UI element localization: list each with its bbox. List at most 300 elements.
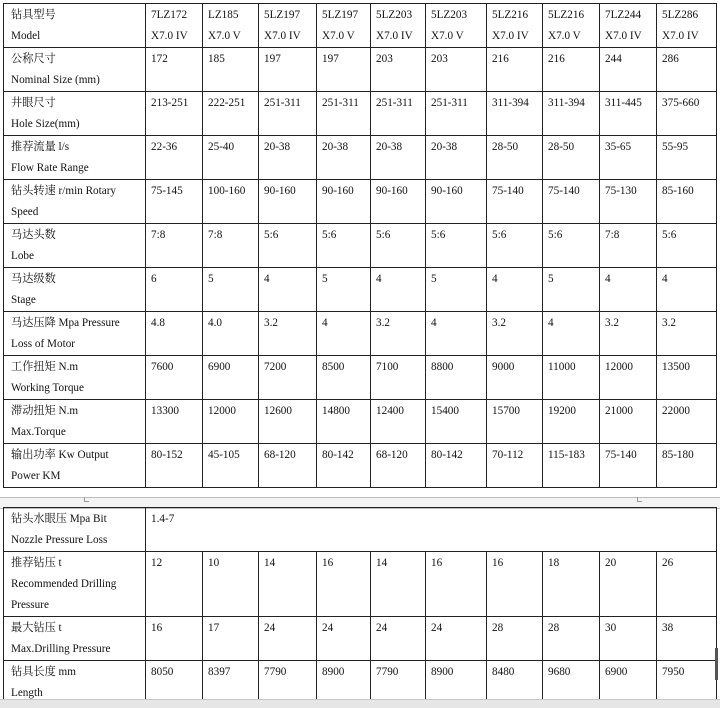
table-cell: [487, 136, 543, 180]
cell-value: 5LZ197: [264, 9, 301, 21]
row-label-cn: 推荐流量 l/s: [11, 141, 70, 153]
table-cell: [146, 180, 203, 224]
table-cell: [487, 356, 543, 400]
table-cell: [317, 312, 371, 356]
row-label-en: Hole Size(mm): [11, 118, 80, 130]
cell-value: 251-311: [376, 97, 413, 109]
table-cell: [600, 136, 657, 180]
cell-value: 5LZ203: [376, 9, 413, 21]
row-label-cn: 马达头数: [11, 229, 56, 241]
table-cell: [371, 552, 426, 617]
table-cell: [317, 400, 371, 444]
table-cell: [259, 617, 317, 661]
table-cell: [146, 400, 203, 444]
table-cell: [543, 92, 600, 136]
table-cell: [317, 92, 371, 136]
table-cell: [657, 92, 717, 136]
row-label-cn: 钻具型号: [11, 9, 56, 21]
table-cell: [317, 180, 371, 224]
table-cell: [657, 444, 717, 488]
table-cell: [600, 180, 657, 224]
cell-value: 311-445: [605, 97, 642, 109]
table-cell: [543, 552, 600, 617]
table-cell: [657, 48, 717, 92]
cell-value: 311-394: [548, 97, 585, 109]
cell-value: 22000: [662, 405, 690, 417]
table-cell: [487, 92, 543, 136]
cell-value: 4.8: [151, 317, 165, 329]
table-cell: [657, 180, 717, 224]
table-cell: [600, 400, 657, 444]
cell-value: 5: [322, 273, 328, 285]
cell-value: 7790: [376, 666, 399, 678]
row-label: [4, 312, 146, 356]
table-cell: [146, 661, 203, 705]
table-cell: [371, 400, 426, 444]
cell-value: 75-140: [548, 185, 580, 197]
table-cell: [146, 136, 203, 180]
cell-value: 6900: [208, 361, 231, 373]
cell-value: 20-38: [431, 141, 458, 153]
table-cell: [259, 312, 317, 356]
cell-value: 90-160: [376, 185, 408, 197]
table-cell: [426, 224, 487, 268]
cell-value: 85-180: [662, 449, 694, 461]
table-cell: [426, 180, 487, 224]
cell-value: 16: [322, 557, 334, 569]
table-cell: [426, 268, 487, 312]
cell-value: 22-36: [151, 141, 178, 153]
table-cell: [146, 4, 203, 48]
cell-value: 28: [492, 622, 504, 634]
table-cell: [317, 661, 371, 705]
table-cell: [487, 444, 543, 488]
table-cell: [146, 356, 203, 400]
row-label: [4, 661, 146, 705]
cell-value: 38: [662, 622, 674, 634]
cell-value: 55-95: [662, 141, 689, 153]
cell-value: 24: [264, 622, 276, 634]
cell-value: 7950: [662, 666, 685, 678]
table-row: [4, 224, 717, 268]
table-cell: [259, 268, 317, 312]
table-cell: [317, 268, 371, 312]
cell-value: 14800: [322, 405, 350, 417]
table-row: [4, 180, 717, 224]
table-cell: [657, 224, 717, 268]
row-label: [4, 48, 146, 92]
row-label-cn: 工作扭矩 N.m: [11, 361, 79, 373]
cell-value: 12000: [208, 405, 236, 417]
cell-value: 5:6: [492, 229, 507, 241]
table-cell: [543, 617, 600, 661]
table-cell: [543, 356, 600, 400]
cell-value: 5:6: [662, 229, 677, 241]
table-cell: [317, 617, 371, 661]
cell-value: 75-140: [492, 185, 524, 197]
cell-value: 1.4-7: [151, 513, 175, 525]
cell-value: 20-38: [376, 141, 403, 153]
table-row: [4, 4, 717, 48]
cell-value: 311-394: [492, 97, 529, 109]
cell-value: 12000: [605, 361, 633, 373]
table-cell: [487, 4, 543, 48]
cell-value: 75-130: [605, 185, 637, 197]
table-cell: [203, 444, 259, 488]
cell-value: 4: [322, 317, 328, 329]
table-cell: [657, 312, 717, 356]
row-label-en: Lobe: [11, 250, 34, 262]
table-cell: [371, 661, 426, 705]
cell-value: 28: [548, 622, 560, 634]
table-row: [4, 48, 717, 92]
cell-value: 7600: [151, 361, 174, 373]
cell-value: 7:8: [208, 229, 223, 241]
table-cell: [657, 552, 717, 617]
row-label: [4, 268, 146, 312]
cell-value: 12: [151, 557, 163, 569]
cell-value: 5LZ286: [662, 9, 699, 21]
table-cell: [543, 444, 600, 488]
cell-value: 5: [548, 273, 554, 285]
cell-value: 3.2: [376, 317, 390, 329]
table-cell: [600, 552, 657, 617]
cell-value: 18: [548, 557, 560, 569]
cell-value: 5:6: [548, 229, 563, 241]
table-cell: [426, 617, 487, 661]
cell-value: 25-40: [208, 141, 235, 153]
cell-value: 8800: [431, 361, 454, 373]
cell-value: 197: [264, 53, 281, 65]
table-cell: [146, 224, 203, 268]
table-cell: [426, 356, 487, 400]
row-label-cn: 钻头水眼压 Mpa Bit: [11, 513, 107, 525]
cell-value: 5:6: [376, 229, 391, 241]
cell-value: 85-160: [662, 185, 694, 197]
table-cell: [371, 136, 426, 180]
table-cell: [203, 617, 259, 661]
cell-value: 21000: [605, 405, 633, 417]
cell-value: X7.0 V: [431, 30, 464, 42]
table-cell: [259, 661, 317, 705]
cell-value: 8500: [322, 361, 345, 373]
table-cell: [543, 48, 600, 92]
row-label-cn: 井眼尺寸: [11, 97, 56, 109]
table-cell: [317, 444, 371, 488]
table-cell: [600, 356, 657, 400]
cell-value: X7.0 IV: [492, 30, 529, 42]
cell-value: 5:6: [322, 229, 337, 241]
cell-value: 216: [492, 53, 509, 65]
cell-value: 244: [605, 53, 622, 65]
table-cell: [487, 617, 543, 661]
row-label-en: Pressure: [11, 599, 49, 611]
row-label-cn: 钻具长度 mm: [11, 666, 76, 678]
cell-value: X7.0 IV: [151, 30, 188, 42]
cell-value: 28-50: [492, 141, 519, 153]
table-cell: [426, 661, 487, 705]
cell-value: 3.2: [605, 317, 619, 329]
cell-value: 19200: [548, 405, 576, 417]
table-cell: [146, 268, 203, 312]
cell-value: 5: [431, 273, 437, 285]
table-cell: [146, 312, 203, 356]
cell-value: 20-38: [264, 141, 291, 153]
row-label-cn: 最大钻压 t: [11, 622, 62, 634]
row-label-en: Flow Rate Range: [11, 162, 89, 174]
cell-value: 185: [208, 53, 225, 65]
table-cell: [543, 224, 600, 268]
row-label-cn: 公称尺寸: [11, 53, 56, 65]
table-cell: [657, 268, 717, 312]
cell-value: 24: [322, 622, 334, 634]
table-cell: [317, 48, 371, 92]
cell-value: 24: [376, 622, 388, 634]
row-label-en: Loss of Motor: [11, 338, 76, 350]
cell-value: 7790: [264, 666, 287, 678]
table-cell: [600, 661, 657, 705]
table-cell: [203, 552, 259, 617]
table-cell: [146, 617, 203, 661]
cell-value: 5LZ216: [492, 9, 529, 21]
cell-value: 5LZ197: [322, 9, 359, 21]
cell-value: 251-311: [322, 97, 359, 109]
cell-value: 7LZ172: [151, 9, 188, 21]
cell-value: 14: [376, 557, 388, 569]
row-label-en: Max.Torque: [11, 426, 66, 438]
row-label: [4, 356, 146, 400]
table-cell: [426, 4, 487, 48]
table-row: [4, 400, 717, 444]
cell-value: 45-105: [208, 449, 240, 461]
cell-value: 16: [492, 557, 504, 569]
cell-value: 6: [151, 273, 157, 285]
row-label-en: Power KM: [11, 470, 61, 482]
table-cell: [371, 617, 426, 661]
table-cell: [259, 400, 317, 444]
table-cell: [259, 356, 317, 400]
row-label-en: Recommended Drilling: [11, 578, 117, 590]
table-cell: [487, 400, 543, 444]
cell-value: 4: [548, 317, 554, 329]
page-break-mark: [637, 497, 642, 502]
table-cell: [426, 444, 487, 488]
cell-value: 5:6: [264, 229, 279, 241]
cell-value: 8480: [492, 666, 515, 678]
cell-value: 8900: [431, 666, 454, 678]
table-cell: [203, 400, 259, 444]
table-cell: [543, 312, 600, 356]
cell-value: 5LZ216: [548, 9, 585, 21]
row-label-en: Max.Drilling Pressure: [11, 643, 111, 655]
table-cell: [487, 180, 543, 224]
cell-value: 8900: [322, 666, 345, 678]
table-cell: [657, 136, 717, 180]
cell-value: 4: [662, 273, 668, 285]
table-row: [4, 92, 717, 136]
table-cell: [146, 92, 203, 136]
table-cell: [543, 400, 600, 444]
table-cell: [657, 4, 717, 48]
cell-value: 172: [151, 53, 168, 65]
cell-value: X7.0 IV: [264, 30, 301, 42]
cell-value: 251-311: [264, 97, 301, 109]
cell-value: X7.0 V: [208, 30, 241, 42]
cell-value: X7.0 IV: [376, 30, 413, 42]
table-cell: [259, 4, 317, 48]
cell-value: 251-311: [431, 97, 468, 109]
table-cell: [371, 444, 426, 488]
table-cell: [426, 48, 487, 92]
table-cell: [203, 48, 259, 92]
table-cell: [487, 552, 543, 617]
cell-value: 28-50: [548, 141, 575, 153]
row-label: [4, 136, 146, 180]
cell-value: X7.0 V: [548, 30, 581, 42]
cell-value: X7.0 V: [322, 30, 355, 42]
table-cell: [657, 617, 717, 661]
table-cell: [487, 312, 543, 356]
cell-value: 24: [431, 622, 443, 634]
cell-value: 15700: [492, 405, 520, 417]
cell-value: 9680: [548, 666, 571, 678]
cell-value: 26: [662, 557, 674, 569]
row-label: [4, 4, 146, 48]
cell-value: LZ185: [208, 9, 239, 21]
row-label-en: Speed: [11, 206, 39, 218]
table-cell: [259, 180, 317, 224]
table-cell: [600, 92, 657, 136]
cell-value: 286: [662, 53, 679, 65]
table-cell: [487, 48, 543, 92]
cell-value: 6900: [605, 666, 628, 678]
row-label: [4, 617, 146, 661]
table-cell: [487, 268, 543, 312]
motor-spec-table-part2: [3, 507, 717, 705]
table-cell: [600, 48, 657, 92]
table-cell: [203, 356, 259, 400]
table-cell: [259, 48, 317, 92]
table-cell: [426, 92, 487, 136]
cell-value: 12600: [264, 405, 292, 417]
cell-value: X7.0 IV: [662, 30, 699, 42]
cell-value: 5LZ203: [431, 9, 468, 21]
table-cell: [259, 224, 317, 268]
cell-value: 8397: [208, 666, 231, 678]
table-cell: [146, 508, 717, 552]
cell-value: 115-183: [548, 449, 585, 461]
cell-value: 3.2: [662, 317, 676, 329]
table-cell: [600, 444, 657, 488]
cell-value: 375-660: [662, 97, 700, 109]
row-label-cn: 马达压降 Mpa Pressure: [11, 317, 120, 329]
table-cell: [259, 136, 317, 180]
cell-value: 7:8: [151, 229, 166, 241]
table-cell: [543, 136, 600, 180]
cell-value: 4: [492, 273, 498, 285]
cell-value: 100-160: [208, 185, 246, 197]
row-label: [4, 180, 146, 224]
table-cell: [543, 180, 600, 224]
row-label: [4, 224, 146, 268]
cell-value: 12400: [376, 405, 404, 417]
row-label: [4, 400, 146, 444]
cell-value: 20: [605, 557, 617, 569]
table-cell: [259, 552, 317, 617]
cell-value: 8050: [151, 666, 174, 678]
row-label-cn: 滞动扭矩 N.m: [11, 405, 79, 417]
cell-value: 90-160: [322, 185, 354, 197]
table-cell: [426, 312, 487, 356]
row-label-en: Working Torque: [11, 382, 84, 394]
table-row: [4, 312, 717, 356]
table-cell: [371, 92, 426, 136]
cell-value: 75-145: [151, 185, 183, 197]
table-cell: [146, 444, 203, 488]
table-cell: [203, 224, 259, 268]
page-break-mark: [84, 497, 89, 502]
table-cell: [657, 356, 717, 400]
table-cell: [600, 4, 657, 48]
cell-value: 80-152: [151, 449, 183, 461]
cell-value: 14: [264, 557, 276, 569]
cell-value: 17: [208, 622, 220, 634]
table-row: [4, 552, 717, 617]
cell-value: 30: [605, 622, 617, 634]
cell-value: 203: [431, 53, 448, 65]
cell-value: 4: [264, 273, 270, 285]
table-cell: [600, 268, 657, 312]
cell-value: 4: [376, 273, 382, 285]
cell-value: 68-120: [264, 449, 296, 461]
cell-value: 90-160: [264, 185, 296, 197]
table-cell: [371, 268, 426, 312]
cell-value: 7LZ244: [605, 9, 642, 21]
table-row: [4, 356, 717, 400]
table-cell: [317, 4, 371, 48]
table-cell: [317, 136, 371, 180]
table-cell: [203, 92, 259, 136]
table-cell: [203, 661, 259, 705]
cell-value: 75-140: [605, 449, 637, 461]
table-row: [4, 136, 717, 180]
table-cell: [146, 552, 203, 617]
cell-value: 7:8: [605, 229, 620, 241]
table-cell: [371, 312, 426, 356]
table-cell: [487, 661, 543, 705]
row-label-cn: 输出功率 Kw Output: [11, 449, 109, 461]
table-cell: [317, 224, 371, 268]
cell-value: 13500: [662, 361, 690, 373]
cell-value: 16: [151, 622, 163, 634]
cell-value: 3.2: [264, 317, 278, 329]
motor-spec-table-part1: [3, 3, 717, 488]
table-cell: [203, 268, 259, 312]
scroll-indicator: [715, 648, 718, 680]
table-cell: [371, 48, 426, 92]
cell-value: 11000: [548, 361, 576, 373]
cell-value: X7.0 IV: [605, 30, 642, 42]
cell-value: 15400: [431, 405, 459, 417]
table-cell: [259, 444, 317, 488]
cell-value: 203: [376, 53, 393, 65]
table-cell: [146, 48, 203, 92]
cell-value: 216: [548, 53, 565, 65]
table-cell: [600, 312, 657, 356]
row-label: [4, 552, 146, 617]
row-label: [4, 92, 146, 136]
row-label-en: Stage: [11, 294, 36, 306]
